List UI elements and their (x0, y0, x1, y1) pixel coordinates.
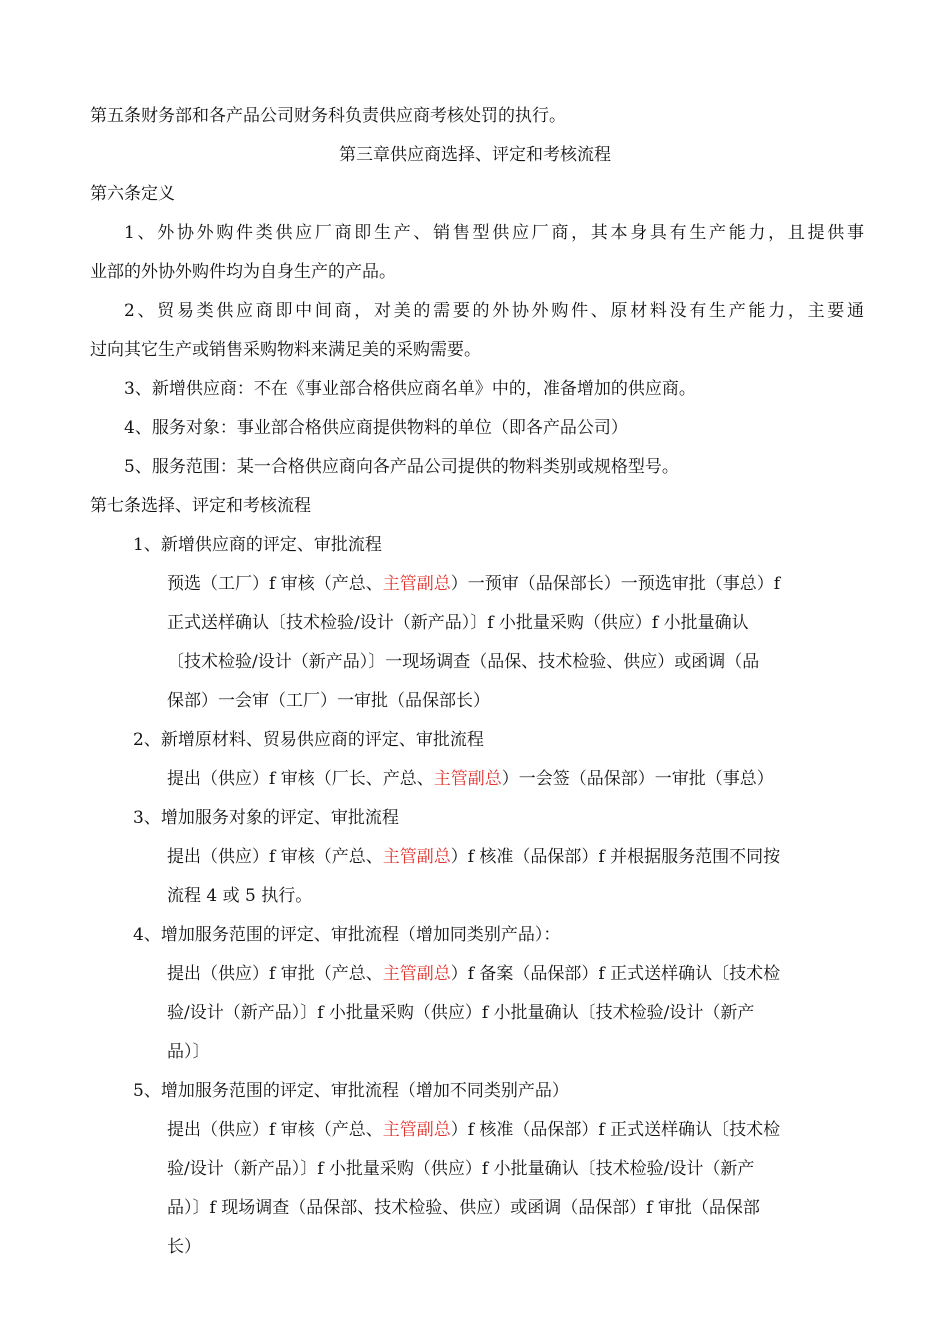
highlight-text: 主管副总 (382, 574, 451, 594)
article-6: 第六条定义 (90, 184, 175, 204)
flow-5-line-2: 验/设计（新产品）〕f 小批量采购（供应）f 小批量确认〔技术检验/设计（新产 (167, 1159, 755, 1179)
flow-1-line-2: 正式送样确认〔技术检验/设计（新产品）〕f 小批量采购（供应）f 小批量确认 (167, 613, 749, 633)
highlight-text: 主管副总 (433, 769, 502, 789)
flow-5-title: 5、增加服务范围的评定、审批流程（增加不同类别产品） (133, 1081, 569, 1101)
definition-5: 5、服务范围：某一合格供应商向各产品公司提供的物料类别或规格型号。 (124, 457, 679, 477)
highlight-text: 主管副总 (382, 1120, 451, 1140)
flow-4-line-1: 提出（供应）f 审批（产总、主管副总）f 备案（品保部）f 正式送样确认〔技术检 (167, 964, 781, 984)
flow-5-line-4: 长） (167, 1237, 201, 1257)
flow-2-title: 2、新增原材料、贸易供应商的评定、审批流程 (133, 730, 484, 750)
flow-4-line-3: 品）〕 (167, 1042, 210, 1062)
flow-3-line-1: 提出（供应）f 审核（产总、主管副总）f 核准（品保部）f 并根据服务范围不同按 (167, 847, 781, 867)
flow-1-title: 1、新增供应商的评定、审批流程 (133, 535, 382, 555)
highlight-text: 主管副总 (382, 964, 451, 984)
definition-1-line-1: 1、外协外购件类供应厂商即生产、销售型供应厂商，其本身具有生产能力，且提供事 (124, 223, 864, 243)
flow-5-line-1: 提出（供应）f 审核（产总、主管副总）f 核准（品保部）f 正式送样确认〔技术检 (167, 1120, 781, 1140)
definition-1-line-2: 业部的外协外购件均为自身生产的产品。 (90, 262, 396, 282)
flow-3-title: 3、增加服务对象的评定、审批流程 (133, 808, 399, 828)
flow-4-line-2: 验/设计（新产品）〕f 小批量采购（供应）f 小批量确认〔技术检验/设计（新产 (167, 1003, 755, 1023)
definition-2-line-2: 过向其它生产或销售采购物料来满足美的采购需要。 (90, 340, 481, 360)
definition-3: 3、新增供应商：不在《事业部合格供应商名单》中的，准备增加的供应商。 (124, 379, 696, 399)
flow-2-line-1: 提出（供应）f 审核（厂长、产总、主管副总）一会签（品保部）一审批（事总） (167, 769, 774, 789)
highlight-text: 主管副总 (382, 847, 451, 867)
flow-1-line-1: 预选（工厂）f 审核（产总、主管副总）一预审（品保部长）一预选审批（事总）f (167, 574, 780, 594)
flow-1-line-3: 〔技术检验/设计（新产品）〕一现场调查（品保、技术检验、供应）或函调（品 (167, 652, 760, 672)
chapter-3-heading: 第三章供应商选择、评定和考核流程 (339, 145, 611, 165)
flow-4-title: 4、增加服务范围的评定、审批流程（增加同类别产品）： (133, 925, 561, 945)
definition-4: 4、服务对象：事业部合格供应商提供物料的单位（即各产品公司） (124, 418, 628, 438)
article-5: 第五条财务部和各产品公司财务科负责供应商考核处罚的执行。 (90, 106, 566, 126)
flow-1-line-4: 保部）一会审（工厂）一审批（品保部长） (167, 691, 490, 711)
definition-2-line-1: 2、贸易类供应商即中间商，对美的需要的外协外购件、原材料没有生产能力，主要通 (124, 301, 864, 321)
article-7: 第七条选择、评定和考核流程 (90, 496, 311, 516)
flow-5-line-3: 品）〕f 现场调查（品保部、技术检验、供应）或函调（品保部）f 审批（品保部 (167, 1198, 760, 1218)
flow-3-line-2: 流程 4 或 5 执行。 (167, 886, 313, 906)
